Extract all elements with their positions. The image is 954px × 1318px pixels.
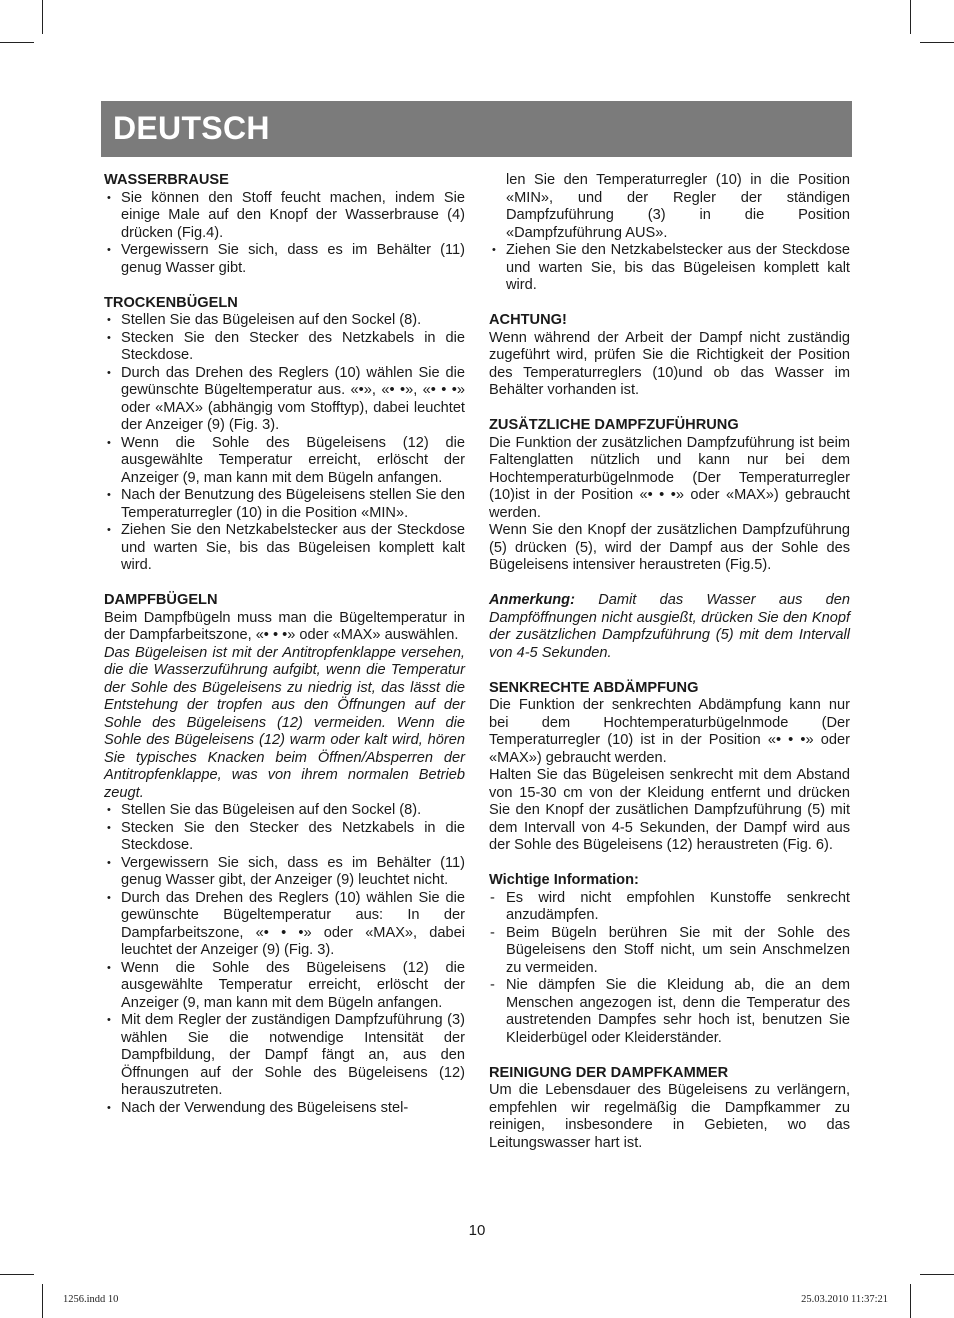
section-wichtige-information (489, 872, 850, 1047)
crop-mark (920, 1274, 954, 1275)
list-item: • Wenn die Sohle des Bügeleisens (12) die ausgewählte Temperatur erreicht, erlöscht der Anzeiger (9, man kann mit dem Bügeln anfangen. (104, 435, 465, 488)
section-dampfbuegeln (104, 592, 465, 1117)
crop-mark (910, 0, 911, 34)
dash-list (489, 890, 850, 1048)
list-item: • Nach der Verwendung des Bügeleisens stel- (104, 1100, 465, 1118)
section-heading: WASSERBRAUSE (104, 172, 229, 188)
section-zusaetzliche-dampfzufuehrung (489, 417, 850, 662)
crop-mark (920, 42, 954, 43)
list-item: • Vergewissern Sie sich, dass es im Behälter (11) genug Wasser gibt, der Anzeiger (9) leuchtet nicht. (104, 855, 465, 890)
section-heading: SENKRECHTE ABDÄMPFUNG (489, 679, 699, 696)
list-item: • Nach der Benutzung des Bügeleisens stellen Sie den Temperaturregler (10) in die Position «MIN». (104, 487, 465, 522)
paragraph: Beim Dampfbügeln muss man die Bügeltemperatur in der Dampfarbeitszone, «• • •» oder «MAX» auswählen. (104, 609, 465, 643)
list-item: • Stellen Sie das Bügeleisen auf den Sockel (8). (104, 312, 465, 330)
crop-mark (42, 1284, 43, 1318)
section-achtung (489, 312, 850, 400)
list-item: - Nie dämpfen Sie die Kleidung ab, die an dem Menschen angezogen ist, denn die Temperatur des austretenden Dampfes sehr hoch ist, benutzen Sie Kleiderbügel oder Kleiderständer. (489, 977, 850, 1047)
section-heading: REINIGUNG DER DAMPFKAMMER (489, 1064, 729, 1081)
note-text: Damit das Wasser aus den Dampföffnungen nicht ausgießt, drücken Sie den Knopf der zusätzlichen Dampfzuführung (5) mit dem Intervall von 4-5 Sekunden. (489, 592, 850, 661)
list-item: • Sie können den Stoff feucht machen, indem Sie einige Male auf den Knopf der Wasserbrause (4) drücken (Fig.4). (104, 190, 465, 243)
list-item: • Wenn die Sohle des Bügeleisens (12) die ausgewählte Temperatur erreicht, erlöscht der Anzeiger (9, man kann mit dem Bügeln anfangen. (104, 960, 465, 1013)
footer-timestamp: 25.03.2010 11:37:21 (801, 1294, 888, 1305)
paragraph: Die Funktion der zusätzlichen Dampfzuführung ist beim Faltenglatten nützlich und kann nur bei dem Hochtemperaturbügelnmode (Der Temperaturregler (10)ist in der Position «• • •» oder «MAX») gebraucht werden. (489, 434, 850, 521)
paragraph: Halten Sie das Bügeleisen senkrecht mit dem Abstand von 15-30 cm von der Kleidung entfernt und drücken Sie den Knopf der zusätlichen Dampfzuführung (5) mit dem Intervall von 4-5 Sekunden, der Dampf wird aus der Sohle des Bügeleisens (12) heraustreten (Fig. 6). (489, 767, 850, 853)
list-item: - Es wird nicht empfohlen Kunstoffe senkrecht anzudämpfen. (489, 890, 850, 925)
list-item: • Ziehen Sie den Netzkabelstecker aus der Steckdose und warten Sie, bis das Bügeleisen komplett kalt wird. (104, 522, 465, 575)
list-item: • Stecken Sie den Stecker des Netzkabels in die Steckdose. (104, 330, 465, 365)
note-paragraph (489, 592, 850, 662)
section-reinigung (489, 1065, 850, 1153)
section-heading: ACHTUNG! (489, 312, 567, 328)
page-title: DEUTSCH (113, 110, 270, 146)
section-heading: ZUSÄTZLICHE DAMPFZUFÜHRUNG (489, 417, 739, 433)
right-column (489, 172, 850, 1152)
list-item: • Durch das Drehen des Reglers (10) wählen Sie die gewünschte Bügeltemperatur aus: In der Dampfarbeitszone, «• • •» oder «MAX», dabei leuchtet der Anzeiger (9) (Fig. 3). (104, 890, 465, 960)
bullet-list (104, 312, 465, 575)
section-trockenbuegeln (104, 295, 465, 575)
list-item: • Ziehen Sie den Netzkabelstecker aus der Steckdose und warten Sie, bis das Bügeleisen komplett kalt wird. (489, 242, 850, 295)
paragraph: Wenn Sie den Knopf der zusätzlichen Dampfzuführung (5) drücken (5), wird der Dampf aus der Sohle des Bügeleisens intensiver heraustreten (Fig.5). (489, 522, 850, 573)
paragraph: Um die Lebensdauer des Bügeleisens zu verlängern, empfehlen wir regelmäßig die Dampfkammer zu reinigen, insbesondere in Gebieten, wo das Leitungswasser hart ist. (489, 1082, 850, 1151)
page-number: 10 (468, 1222, 486, 1239)
left-column (104, 172, 465, 1117)
bullet-list (104, 802, 465, 1117)
list-item: len Sie den Temperaturregler (10) in die Position «MIN», und der Regler der ständigen Dampfzuführung (3) in die Position «Dampfzuführung AUS». (506, 172, 850, 241)
italic-paragraph: Das Bügeleisen ist mit der Antitropfenklappe versehen, die die Wasserzuführung aufgibt, wenn die Temperatur der Sohle des Bügeleisens zu niedrig ist, das lässt die Entstehung der tropfen aus den Öffnungen auf der Sohle des Bügeleisens (12) vermeiden. Wenn die Sohle des Bügeleisens (12) warm oder kalt wird, hören Sie typisches Knacken beim Öffnen/Absperren der Antitropfenklappe, was von ihrem normalen Betrieb zeugt. (104, 644, 465, 801)
list-item: - Beim Bügeln berühren Sie mit der Sohle des Bügeleisens den Stoff nicht, um sein Anschmelzen zu vermeiden. (489, 925, 850, 978)
crop-mark (0, 1274, 34, 1275)
list-item: • Stecken Sie den Stecker des Netzkabels in die Steckdose. (104, 820, 465, 855)
list-item: • Stellen Sie das Bügeleisen auf den Sockel (8). (104, 802, 465, 820)
paragraph: Die Funktion der senkrechten Abdämpfung kann nur bei dem Hochtemperaturbügelnmode (Der Temperaturregler (10) ist in der Position «• • •» oder «MAX») gebraucht werden. (489, 697, 850, 766)
section-heading: Wichtige Information: (489, 872, 639, 888)
section-heading: TROCKENBÜGELN (104, 294, 238, 311)
section-continued-list (489, 172, 850, 295)
list-item: • Durch das Drehen des Reglers (10) wählen Sie die gewünschte Bügeltemperatur aus. «•», «• •», «• • •» oder «MAX» (abhängig vom Stofftyp), dabei leuchtet der Anzeiger (9) (Fig. 3). (104, 365, 465, 435)
section-wasserbrause (104, 172, 465, 277)
crop-mark (42, 0, 43, 34)
crop-mark (0, 42, 34, 43)
crop-mark (910, 1284, 911, 1318)
footer-filename: 1256.indd 10 (63, 1294, 119, 1305)
list-item: • Vergewissern Sie sich, dass es im Behälter (11) genug Wasser gibt. (104, 242, 465, 277)
paragraph: Wenn während der Arbeit der Dampf nicht zuständig zugeführt wird, prüfen Sie die Richtigkeit der Position des Temperaturreglers (10)und ob das Wasser im Behälter vorhanden ist. (489, 329, 850, 398)
bullet-list (104, 190, 465, 278)
section-heading: DAMPFBÜGELN (104, 592, 218, 608)
language-banner (101, 101, 852, 157)
section-senkrechte-abdaempfung (489, 680, 850, 855)
bullet-list (489, 172, 850, 295)
note-label: Anmerkung: (489, 592, 575, 608)
list-item: • Mit dem Regler der zuständigen Dampfzuführung (3) wählen Sie die notwendige Intensität der Dampfbildung, der Dampf fängt an, aus den Öffnungen auf der Sohle des Bügeleisens (12) herauszutreten. (104, 1012, 465, 1100)
